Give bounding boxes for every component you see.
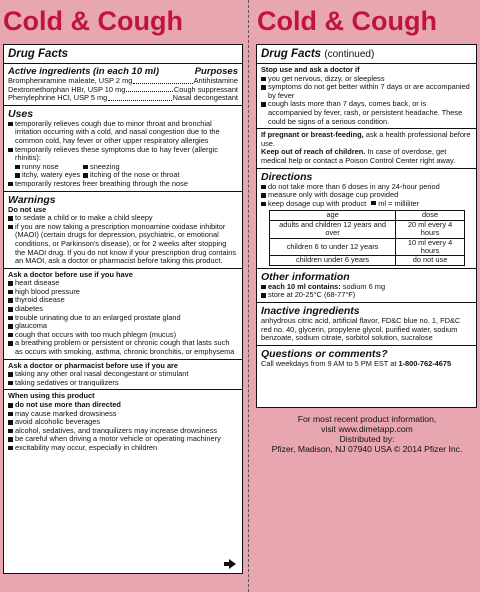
ask-pharmacist-heading: Ask a doctor or pharmacist before use if you are bbox=[8, 360, 179, 370]
warning-item: trouble urinating due to an enlarged prostate gland bbox=[8, 314, 238, 323]
uses-heading: Uses bbox=[8, 107, 34, 120]
other-info-item: each 10 ml contains: sodium 6 mg bbox=[261, 283, 472, 292]
warning-item: a breathing problem or persistent or chronic cough that lasts such as occurs with smoking, asthma, chronic bronchitis, or emphysema bbox=[8, 339, 238, 356]
phone-number: 1-800-762-4675 bbox=[398, 358, 452, 368]
dosage-cell: do not use bbox=[396, 256, 465, 265]
warning-item: to sedate a child or to make a child sleepy bbox=[8, 214, 238, 223]
warning-item: if you are now taking a prescription monoamine oxidase inhibitor (MAOI) (certain drugs for depression, psychiatric, or emotional conditions, or Parkinson's disease), or for 2 weeks after stopping the MAOI drug. If you do not know if your prescription drug contains an MAOI, ask a doctor or pharmacist before taking this product. bbox=[8, 223, 238, 266]
drug-facts-box-right bbox=[256, 44, 477, 408]
ingredient-row: Brompheniramine maleate, USP 2 mg Antihistamine bbox=[8, 76, 238, 85]
warning-item: taking sedatives or tranquilizers bbox=[8, 379, 238, 388]
warnings-heading: Warnings bbox=[8, 193, 56, 206]
brand-title-right: Cold & Cough bbox=[257, 6, 437, 36]
drug-facts-heading: Drug Facts bbox=[8, 48, 69, 60]
uses-item: temporarily relieves these symptoms due to hay fever (allergic rhinitis): bbox=[8, 146, 238, 163]
stop-use-heading: Stop use and ask a doctor if bbox=[261, 65, 360, 74]
continue-arrow-icon bbox=[229, 559, 236, 569]
uses-item: temporarily relieves cough due to minor throat and bronchial irritation occurring with a cold, and nasal congestion due to the common cold, hay fever or other upper respiratory allergies bbox=[8, 120, 238, 146]
warning-item: alcohol, sedatives, and tranquilizers may increase drowsiness bbox=[8, 427, 238, 436]
right-panel bbox=[254, 0, 480, 592]
warning-item: avoid alcoholic beverages bbox=[8, 418, 238, 427]
other-info-heading: Other information bbox=[261, 270, 350, 283]
dosage-cell: 20 ml every 4 hours bbox=[396, 220, 465, 238]
website-link[interactable]: visit www.dimetapp.com bbox=[321, 424, 413, 434]
warning-item: high blood pressure bbox=[8, 288, 238, 297]
warning-item: glaucoma bbox=[8, 322, 238, 331]
drug-facts-box-left bbox=[3, 44, 243, 574]
warning-item: do not use more than directed bbox=[8, 401, 238, 410]
warning-item: diabetes bbox=[8, 305, 238, 314]
directions-item: do not take more than 6 doses in any 24-hour period bbox=[261, 183, 472, 192]
ask-doctor-heading: Ask a doctor before use if you have bbox=[8, 269, 133, 279]
symptom-row: itchy, watery eyes itching of the nose or throat bbox=[8, 171, 238, 180]
dosage-table bbox=[269, 210, 465, 265]
inactive-ingredients: anhydrous citric acid, artificial flavor, FD&C blue no. 1, FD&C red no. 40, glycerin, propylene glycol, purified water, sodium benzoate, sodium citrate, sorbitol solution, sucralose bbox=[261, 315, 461, 343]
warning-item: may cause marked drowsiness bbox=[8, 410, 238, 419]
warning-item: taking any other oral nasal decongestant or stimulant bbox=[8, 370, 238, 379]
do-not-use-heading: Do not use bbox=[8, 204, 47, 214]
directions-heading: Directions bbox=[261, 170, 313, 183]
warning-item: thyroid disease bbox=[8, 296, 238, 305]
dosage-cell: children under 6 years bbox=[270, 256, 396, 265]
other-info-item: store at 20-25°C (68-77°F) bbox=[261, 291, 472, 300]
inactive-heading: Inactive ingredients bbox=[261, 304, 360, 317]
stop-use-item: you get nervous, dizzy, or sleepless bbox=[261, 75, 472, 84]
active-ingredients-header: Active ingredients (in each 10 ml) Purposes bbox=[8, 66, 238, 77]
dosage-cell: 10 ml every 4 hours bbox=[396, 238, 465, 256]
warning-item: cough that occurs with too much phlegm (mucus) bbox=[8, 331, 238, 340]
directions-item: measure only with dosage cup provided bbox=[261, 191, 472, 200]
questions-heading: Questions or comments? bbox=[261, 347, 388, 360]
keep-out-of-reach: Keep out of reach of children. In case of overdose, get medical help or contact a Poison Control Center right away. bbox=[261, 147, 456, 165]
brand-title-left: Cold & Cough bbox=[3, 6, 183, 36]
stop-use-item: cough lasts more than 7 days, comes back, or is accompanied by fever, rash, or persistent headache. These could be signs of a serious condition. bbox=[261, 100, 472, 126]
warning-item: excitability may occur, especially in children bbox=[8, 444, 238, 453]
questions-text: Call weekdays from 9 AM to 5 PM EST at 1-800-762-4675 bbox=[261, 358, 452, 368]
symptom-row: runny nose sneezing bbox=[8, 163, 238, 172]
stop-use-item: symptoms do not get better within 7 days or are accompanied by fever bbox=[261, 83, 472, 100]
dosage-header: dose bbox=[396, 211, 465, 220]
warning-item: heart disease bbox=[8, 279, 238, 288]
drug-facts-heading-continued: Drug Facts (continued) bbox=[261, 48, 375, 60]
dosage-header: age bbox=[270, 211, 396, 220]
uses-item: temporarily restores freer breathing through the nose bbox=[8, 180, 238, 189]
pregnancy-warning: If pregnant or breast-feeding, ask a health professional before use. bbox=[261, 130, 471, 148]
ingredient-row: Dextromethorphan HBr, USP 10 mg Cough suppressant bbox=[8, 84, 238, 94]
warning-item: be careful when driving a motor vehicle or operating machinery bbox=[8, 435, 238, 444]
when-using-heading: When using this product bbox=[8, 391, 95, 401]
distributor-info: For most recent product information, visit www.dimetapp.com Distributed by: Pfizer, Madison, NJ 07940 USA © 2014 Pfizer Inc. bbox=[254, 414, 480, 454]
fold-divider bbox=[248, 0, 249, 592]
directions-item: keep dosage cup with product ml = milliliter bbox=[261, 200, 472, 209]
ingredient-row: Phenylephrine HCl, USP 5 mg Nasal decongestant bbox=[8, 93, 238, 103]
dosage-cell: children 6 to under 12 years bbox=[270, 238, 396, 256]
dosage-cell: adults and children 12 years and over bbox=[270, 220, 396, 238]
